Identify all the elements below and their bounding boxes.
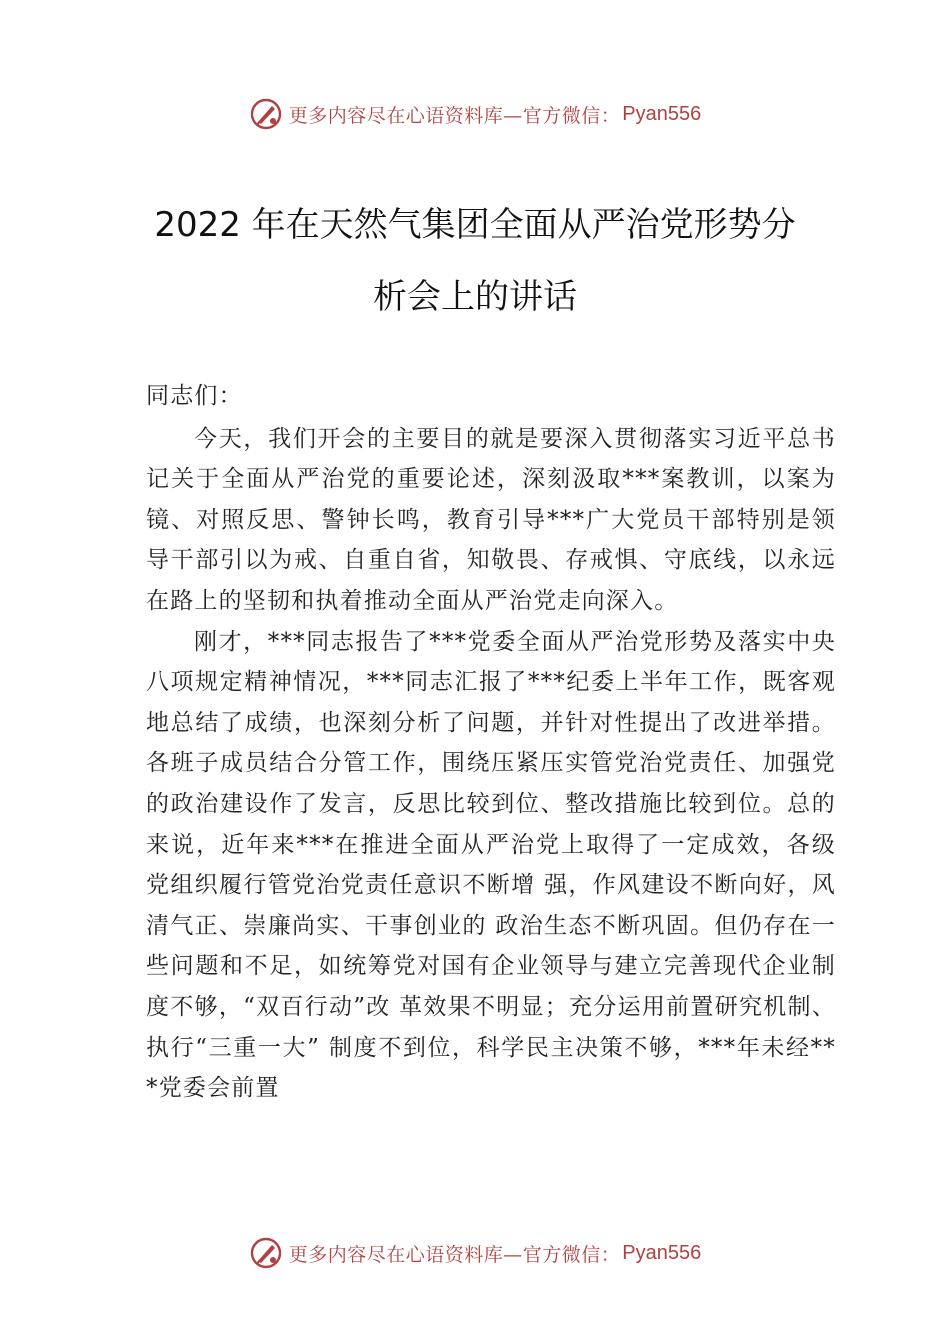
header-banner-text: 更多内容尽在心语资料库—官方微信： xyxy=(288,104,621,127)
document-body xyxy=(146,376,836,1109)
header-wechat-id: Pyan556 xyxy=(622,102,702,125)
footer-banner-text: 更多内容尽在心语资料库—官方微信： xyxy=(288,1243,621,1266)
header-banner xyxy=(0,94,950,134)
paragraph-1: 今天，我们开会的主要目的就是要深入贯彻落实习近平总书记关于全面从严治党的重要论述，深刻汲取***案教训，以案为镜、对照反思、警钟长鸣，教育引导***广大党员干部特别是领导干部引以为戒、自重自省，知敬畏、存戒惧、守底线，以永远在路上的坚韧和执着推动全面从严治党走向深入。 xyxy=(146,425,836,614)
document-title-line-2: 析会上的讲话 xyxy=(373,277,577,317)
footer-banner xyxy=(0,1233,950,1273)
quill-pen-seal-icon xyxy=(249,1236,283,1270)
quill-pen-seal-icon xyxy=(249,97,283,131)
footer-wechat-id: Pyan556 xyxy=(622,1241,702,1264)
paragraph-2: 刚才，***同志报告了***党委全面从严治党形势及落实中央八项规定精神情况，***同志汇报了***纪委上半年工作，既客观地总结了成绩，也深刻分析了问题，并针对性提出了改进举措。各班子成员结合分管工作，围绕压紧压实管党治党责任、加强党的政治建设作了发言，反思比较到位、整改措施比较到位。总的来说，近年来***在推进全面从严治党上取得了一定成效，各级党组织履行管党治党责任意识不断增 强，作风建设不断向好，风清气正、崇廉尚实、干事创业的 政治生态不断巩固。但仍存在一些问题和不足，如统筹党对国有企业领导与建立完善现代企业制度不够，“双百行动”改 革效果不明显；充分运用前置研究机制、执行“三重一大” 制度不到位，科学民主决策不够，***年未经***党委会前置 xyxy=(146,628,836,1102)
salutation: 同志们： xyxy=(146,383,243,409)
document-title-line-1: 2022 年在天然气集团全面从严治党形势分 xyxy=(154,205,796,245)
